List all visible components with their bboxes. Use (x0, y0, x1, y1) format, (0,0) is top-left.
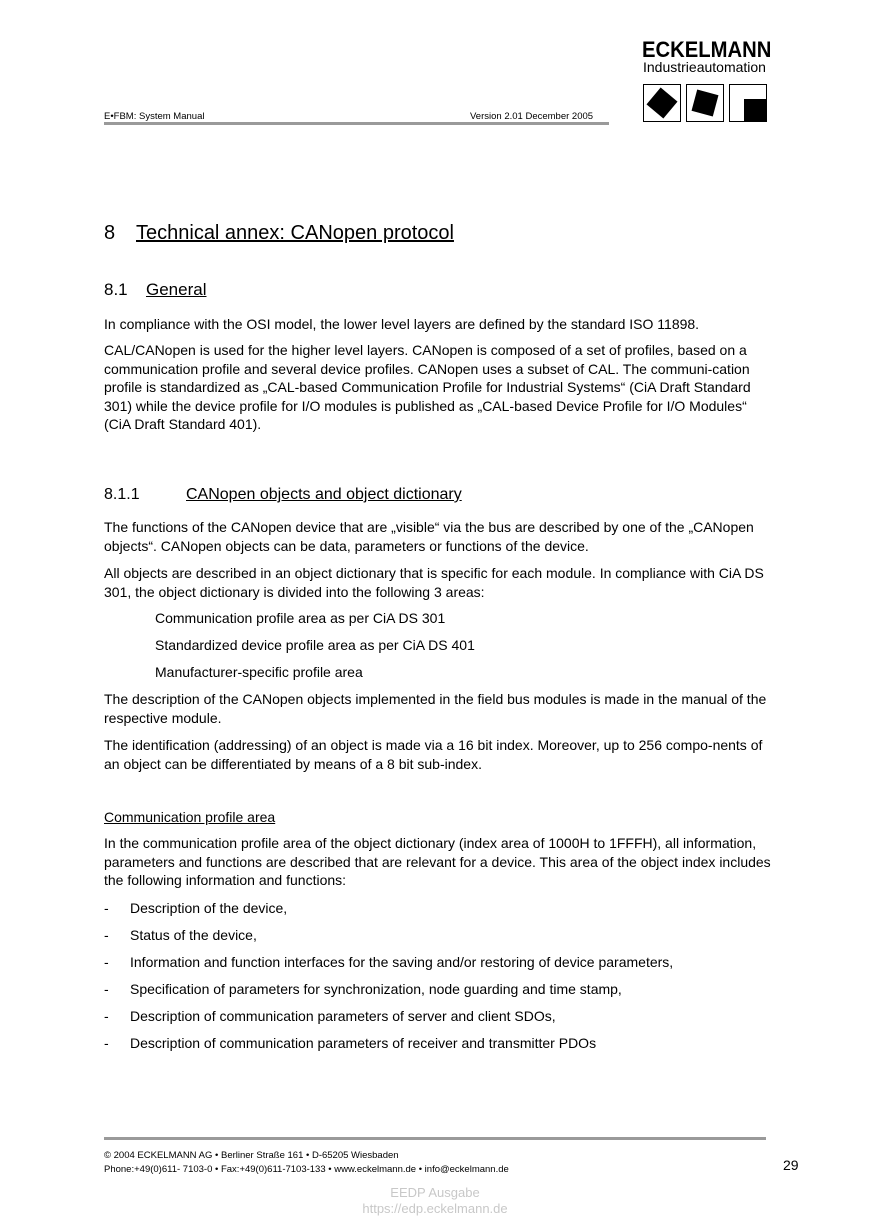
section-8-1-heading (104, 279, 206, 301)
paragraph: All objects are described in an object dictionary that is specific for each module. In compliance with CiA DS 301, the object dictionary is divided into the following 3 areas: (104, 565, 764, 600)
section-8-1-title: General (146, 280, 207, 299)
logo-square-tilted-icon (686, 84, 724, 122)
list-item: Description of the device, (130, 900, 288, 916)
area-item: Standardized device profile area as per CiA DS 401 (155, 637, 475, 653)
comm-area-heading: Communication profile area (104, 809, 276, 825)
header-rule (104, 122, 609, 125)
area-item: Manufacturer-specific profile area (155, 664, 363, 680)
section-8-1-number: 8.1 (104, 280, 128, 299)
paragraph: The identification (addressing) of an object is made via a 16 bit index. Moreover, up to 256 compo-nents of an object can be differentiated by means of a 8 bit sub-index. (104, 737, 763, 772)
list-dash: - (104, 900, 109, 916)
watermark-title: EEDP Ausgabe (390, 1185, 480, 1200)
paragraph: In compliance with the OSI model, the lower level layers are defined by the standard ISO 11898. (104, 316, 700, 332)
watermark-url: https://edp.eckelmann.de (362, 1201, 508, 1216)
list-dash: - (104, 1035, 109, 1051)
section-8-number: 8 (104, 222, 116, 244)
section-8-heading (104, 220, 454, 246)
list-dash: - (104, 1008, 109, 1024)
paragraph: The functions of the CANopen device that are „visible“ via the bus are described by one of the „CANopen objects“. CANopen objects can be data, parameters or functions of the device. (104, 519, 754, 554)
section-8-1-1-heading (104, 484, 462, 506)
logo-name: ECKELMANN (642, 37, 772, 62)
header-doc-title: E•FBM: System Manual (104, 111, 205, 122)
list-item: Information and function interfaces for the saving and/or restoring of device parameters, (130, 954, 674, 970)
list-item: Description of communication parameters of server and client SDOs, (130, 1008, 556, 1024)
page-number: 29 (783, 1157, 799, 1173)
list-dash: - (104, 954, 109, 970)
paragraph: CAL/CANopen is used for the higher level layers. CANopen is composed of a set of profiles, based on a communication profile and several device profiles. CANopen uses a subset of CAL. The communi-cation profile is standardized as „CAL-based Communication Profile for Industrial Systems“ (CiA Draft Standard 301) while the device profile for I/O modules is published as „CAL-based Device Profile for I/O Modules“ (CiA Draft Standard 401). (104, 342, 751, 432)
logo-square-rotated-icon (643, 84, 681, 122)
header-version: Version 2.01 December 2005 (470, 111, 594, 122)
section-8-1-1-number: 8.1.1 (104, 486, 140, 503)
logo-square-corner-icon (729, 84, 767, 122)
footer-address: © 2004 ECKELMANN AG • Berliner Straße 161 • D-65205 Wiesbaden (104, 1150, 399, 1161)
section-8-1-1-title: CANopen objects and object dictionary (186, 486, 462, 503)
paragraph: The description of the CANopen objects implemented in the field bus modules is made in the manual of the respective module. (104, 691, 767, 726)
comm-area-intro: In the communication profile area of the object dictionary (index area of 1000H to 1FFFH), all information, parameters and functions are described that are relevant for a device. This area of the object index includes the following information and functions: (104, 835, 771, 888)
list-dash: - (104, 927, 109, 943)
footer-rule (104, 1137, 766, 1140)
logo-sub: Industrieautomation (643, 59, 766, 75)
list-item: Description of communication parameters of receiver and transmitter PDOs (130, 1035, 597, 1051)
section-8-title: Technical annex: CANopen protocol (136, 222, 454, 244)
list-item: Specification of parameters for synchronization, node guarding and time stamp, (130, 981, 622, 997)
area-item: Communication profile area as per CiA DS 301 (155, 610, 446, 626)
list-dash: - (104, 981, 109, 997)
footer-contact: Phone:+49(0)611- 7103-0 • Fax:+49(0)611-7103-133 • www.eckelmann.de • info@eckelmann.de (104, 1164, 509, 1175)
list-item: Status of the device, (130, 927, 257, 943)
